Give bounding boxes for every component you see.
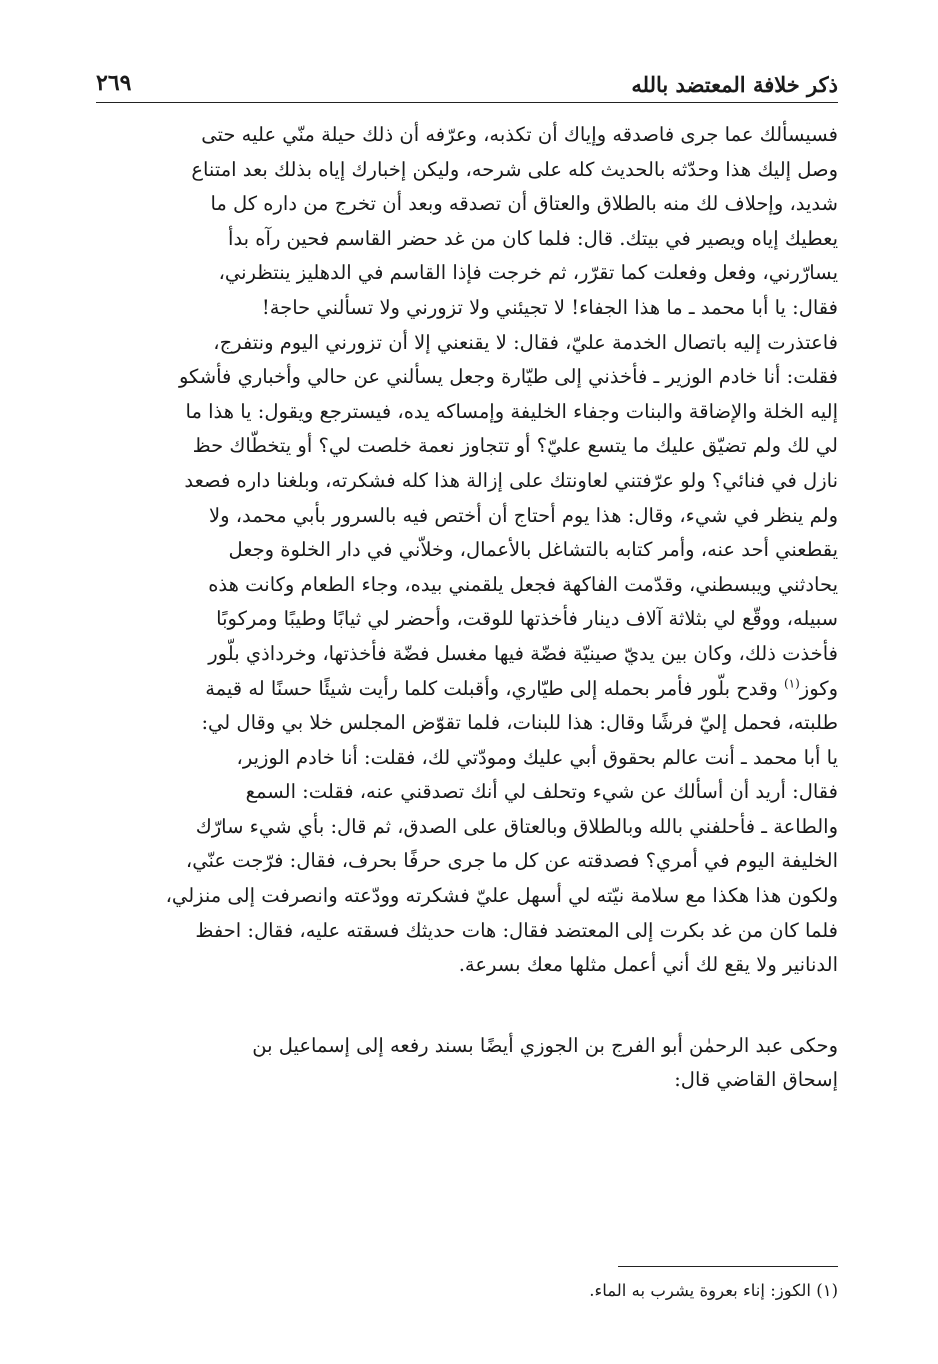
text-line: يسارّرني، وفعل وفعلت كما تقرّر، ثم خرجت فإذا القاسم في الدهليز ينتظرني، xyxy=(218,261,838,285)
text-line: نازل في فنائي؟ ولو عرّفتني لعاونتك على إزالة هذا كله فشكرته، وبلغنا داره فصعد xyxy=(184,468,838,492)
text-line: فقال: أريد أن أسألك عن شيء وتحلف لي أنك تصدقني عنه، فقلت: السمع xyxy=(245,780,838,804)
text-line: يحادثني ويبسطني، وقدّمت الفاكهة فجعل يلقمني بيده، وجاء الطعام وكانت هذه xyxy=(208,572,838,596)
footnote: (١) الكوز: إناء بعروة يشرب به الماء. xyxy=(589,1281,838,1300)
text-line: فقال: يا أبا محمد ـ ما هذا الجفاء! لا تجيئني ولا تزورني ولا تسألني حاجة! xyxy=(261,295,838,319)
text-line: إليه الخلة والإضاقة والبنات وجفاء الخليفة وإمساكه يده، فيسترجع ويقول: يا هذا ما xyxy=(185,399,838,423)
text-line: لي لك ولم تضيّق عليك ما يتسع عليّ؟ أو تتجاوز نعمة خلصت لي؟ أو يتخطّاك حظ xyxy=(192,434,838,458)
text-line: فاعتذرت إليه باتصال الخدمة عليّ، فقال: لا يقنعني إلا أن تزورني اليوم ونتفرج، xyxy=(213,330,838,354)
text-line: شديد، وإحلاف لك منه بالطلاق والعتاق أن تصدقه وبعد أن تخرج من داره كل ما xyxy=(210,192,838,216)
text-line: يقطعني أحد عنه، وأمر كتابه بالتشاغل بالأعمال، وخلاّني في دار الخلوة وجعل xyxy=(228,538,838,562)
running-header-title: ذكر خلافة المعتضد بالله xyxy=(631,72,838,97)
text-line: فسيسألك عما جرى فاصدقه وإياك أن تكذبه، وعرّفه أن ذلك حيلة منّي عليه حتى xyxy=(201,123,838,146)
text-line: سبيله، ووقّع لي بثلاثة آلاف دينار فأخذتها للوقت، وأحضر لي ثيابًا وطيبًا ومركوبًا xyxy=(216,607,838,631)
body-text xyxy=(96,118,838,1098)
footnote-separator xyxy=(618,1266,838,1267)
text-line: وحكى عبد الرحمٰن أبو الفرج بن الجوزي أيضًا بسند رفعه إلى إسماعيل بن xyxy=(252,1033,838,1057)
text-line: والطاعة ـ فأحلفني بالله وبالطلاق وبالعتاق على الصدق، ثم قال: بأي شيء سارّك xyxy=(195,814,838,838)
page-number: ٢٦٩ xyxy=(96,70,132,96)
text-line: إسحاق القاضي قال: xyxy=(674,1068,838,1092)
text-line: طلبته، فحمل إليّ فرشًا وقال: هذا للبنات، فلما تقوّض المجلس خلا بي وقال لي: xyxy=(201,711,838,735)
text-line: وصل إليك هذا وحدّثه بالحديث كله على شرحه، وليكن إخبارك إياه بذلك بعد امتناع xyxy=(191,157,838,181)
footnote-reference: (١) xyxy=(783,676,800,690)
text-line: ولم ينظر في شيء، وقال: هذا يوم أحتاج أن أختص فيه بالسرور بأبي محمد، ولا xyxy=(209,503,838,527)
text-line: فلما كان من غد بكرت إلى المعتضد فقال: هات حديثك فسقته عليه، فقال: احفظ xyxy=(195,918,838,942)
text-line: فأخذت ذلك، وكان بين يديّ صينيّة فضّة فيها مغسل فضّة فأخذتها، وخرداذي بلّور xyxy=(208,641,838,665)
text-line: فقلت: أنا خادم الوزير ـ فأخذني إلى طيّارة وجعل يسألني عن حالي وأخباري فأشكو xyxy=(178,365,838,389)
text-line: الخليفة اليوم في أمري؟ فصدقته عن كل ما جرى حرفًا بحرف، فقال: فرّجت عنّي، xyxy=(185,849,838,873)
text-line: يا أبا محمد ـ أنت عالم بحقوق أبي عليك ومودّتي لك، فقلت: أنا خادم الوزير، xyxy=(236,745,838,769)
paragraph-gap xyxy=(96,983,838,1029)
text-line: الدنانير ولا يقع لك أني أعمل مثلها معك بسرعة. xyxy=(458,953,838,977)
text-line: وكوز$^{(١)}$ وقدح بلّور فأمر بحمله إلى طيّاري، وأقبلت كلما رأيت شيئًا حسنًا له قيمة xyxy=(205,676,838,700)
text-line: ولكون هذا هكذا مع سلامة نيّته لي أسهل عليّ فشكرته وودّعته وانصرفت إلى منزلي، xyxy=(165,884,838,908)
text-line: يعطيك إياه ويصير في بيتك. قال: فلما كان من غد حضر القاسم فحين رآه بدأ xyxy=(228,226,838,250)
running-header xyxy=(96,68,838,103)
